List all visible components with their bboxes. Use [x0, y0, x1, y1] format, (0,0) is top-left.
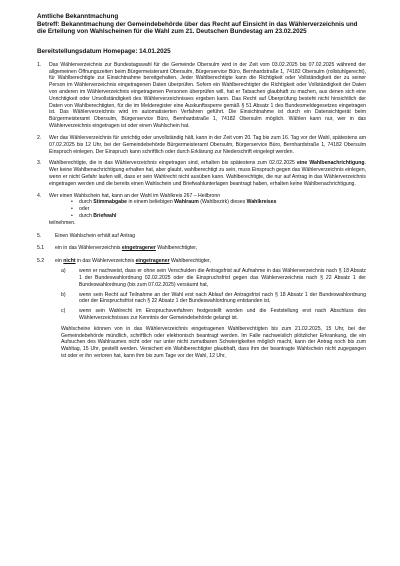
- option-item: • durch Briefwahl: [71, 213, 366, 220]
- list-item: [37, 193, 366, 227]
- item-text: Wer das Wählerverzeichnis für unrichtig oder unvollständig hält, kann in der Zeit vom 20. Tag bis zum 16. Tag vor der Wahl, spätestens am 07.02.2025 bis 12 Uhr, bei der Gemeindebehörde Bürgermeisteramt Obersulm, Bürgerservice Büro, Bernhardstraße 1, 74182 Obersulm Einspruch einlegen. Der Einspruch kann schriftlich oder durch Erklärung zur Niederschrift eingelegt werden.: [49, 134, 366, 155]
- item-text: Wer einen Wahlschein hat, kann an der Wahl im Wahlkreis 267 – Heilbronn: [49, 192, 221, 199]
- condition-a: a) wenn er nachweist, dass er ohne sein Verschulden die Antragsfrist auf Aufnahme in das Wählerverzeichnis nach § 18 Absatz 1 der Bundeswahlordnung 02.02.2025 oder die Einspruchsfrist gegen das Wählerverzeichnis nach § 22 Absatz 1 der Bundeswahlordnung (bis zum 07.02.2025) versäumt hat,: [61, 268, 366, 288]
- option-item: • durch Stimmabgabe in einem beliebigen Wahlraum (Wahlbezirk) dieses Wahlkreises: [71, 199, 366, 206]
- numbered-list: [37, 62, 366, 227]
- item-number: 4.: [37, 192, 42, 199]
- notice-subject: Betreff: Bekanntmachung der Gemeindebehörde über das Recht auf Einsicht in das Wählerverzeichnis und die Erteilung von Wahlscheinen für die Wahl zum 21. Deutschen Bundestag am 23.02.2025: [37, 20, 358, 36]
- list-item: [37, 62, 366, 130]
- notice-title: Amtliche Bekanntmachung: [37, 13, 119, 20]
- voting-options: [49, 199, 366, 219]
- subsection-5-1: 5.1 ein in das Wählerverzeichnis eingetragener Wahlberechtigter,: [37, 245, 198, 252]
- publication-date: Bereitstellungsdatum Homepage: 14.01.2025: [37, 47, 171, 55]
- item-number: 2.: [37, 134, 42, 141]
- application-deadline-text: Wahlscheine können von in das Wählerverzeichnis eingetragenen Wahlberechtigten bis zum 21.02.2025, 15 Uhr, bei der Gemeindebehörde mündlich, schriftlich oder elektronisch beantragt werden. Im Falle nachweislich plötzlicher Erkrankung, die ein Aufsuchen des Wahlraumes nicht oder nur unter nicht zumutbaren Schwierigkeiten möglich macht, kann der Antrag noch bis zum Wahltag, 15 Uhr, gestellt werden. Versichert ein Wahlberechtigter glaubhaft, dass ihm der beantragte Wahlschein nicht zugegangen ist oder er ihn verloren hat, kann ihm bis zum Tage vor der Wahl, 12 Uhr,: [61, 325, 366, 360]
- condition-b: b) wenn sein Recht auf Teilnahme an der Wahl erst nach Ablauf der Antragsfrist nach § 18 Absatz 1 der Bundeswahlordnung oder der Einspruchsfrist nach § 22 Absatz 1 der Bundeswahlordnung entstanden ist,: [61, 291, 366, 305]
- item-text: Das Wählerverzeichnis zur Bundestagswahl für die Gemeinde Obersulm wird in der Zeit vom 03.02.2025 bis 07.02.2025 während der allgemeinen Öffnungszeiten beim Bürgermeisteramt Obersulm, Bürgerservice Büro, Bernhardstraße 1, 74182 Obersulm (rollstuhlgerecht), für Wahlberechtigte zur Einsichtnahme bereitgehalten. Jeder Wahlberechtigte kann die Richtigkeit oder Vollständigkeit der zu seiner Person im Wählerverzeichnis eingetragenen Daten überprüfen. Sofern ein Wahlberechtigter die Richtigkeit oder Vollständigkeit der Daten von anderen im Wählerverzeichnis eingetragenen Personen überprüfen will, hat er Tatsachen glaubhaft zu machen, aus denen sich eine Unrichtigkeit oder Unvollständigkeit des Wählerverzeichnisses ergeben kann. Das Recht auf Überprüfung besteht nicht hinsichtlich der Daten von Wahlberechtigten, für die im Melderegister eine Auskunftssperre gemäß § 51 Absatz 1 des Bundesmeldegesetzes eingetragen ist. Das Wählerverzeichnis wird im automatisierten Verfahren geführt. Die Einsichtnahme ist durch ein Datensichtgerät beim Bürgermeisteramt Obersulm, Bürgerservice Büro, Bernhardstraße 1, 74182 Obersulm möglich. Wählen kann nur, wer in das Wählerverzeichnis eingetragen ist oder einen Wahlschein hat.: [49, 61, 366, 130]
- item-after-text: teilnehmen.: [49, 219, 76, 226]
- subsection-5-2: 5.2 ein nicht in das Wählerverzeichnis eingetragener Wahlberechtigter,: [37, 258, 211, 265]
- list-item: [37, 160, 366, 187]
- condition-c: c) wenn sein Wahlrecht im Einspruchsverfahren festgestellt worden und die Feststellung erst nach Abschluss des Wählerverzeichnisses zur Kenntnis der Gemeindebehörde gelangt ist.: [61, 308, 366, 321]
- section-heading: 5. Einen Wahlschein erhält auf Antrag: [37, 232, 136, 239]
- list-item: [37, 135, 366, 155]
- section-5: [37, 233, 366, 360]
- item-number: 3.: [37, 160, 42, 167]
- item-text: Wahlberechtigte, die in das Wählerverzeichnis eingetragen sind, erhalten bis spätestens zum 02.02.2025 eine Wahlbenachrichtigung. Wer keine Wahlbenachrichtigung erhalten hat, aber glaubt, wahlberechtigt zu sein, muss Einspruch gegen das Wählerverzeichnis einlegen, wenn er nicht Gefahr laufen will, dass er sein Wahlrecht nicht ausüben kann. Wahlberechtigte, die nur auf Antrag in das Wählerverzeichnis eingetragen werden und die bereits einen Wahlschein und Briefwahlunterlagen beantragt haben, erhalten keine Wahlbenachrichtigung.: [49, 160, 366, 187]
- option-item: • oder: [71, 206, 366, 213]
- item-number: 1.: [37, 61, 42, 68]
